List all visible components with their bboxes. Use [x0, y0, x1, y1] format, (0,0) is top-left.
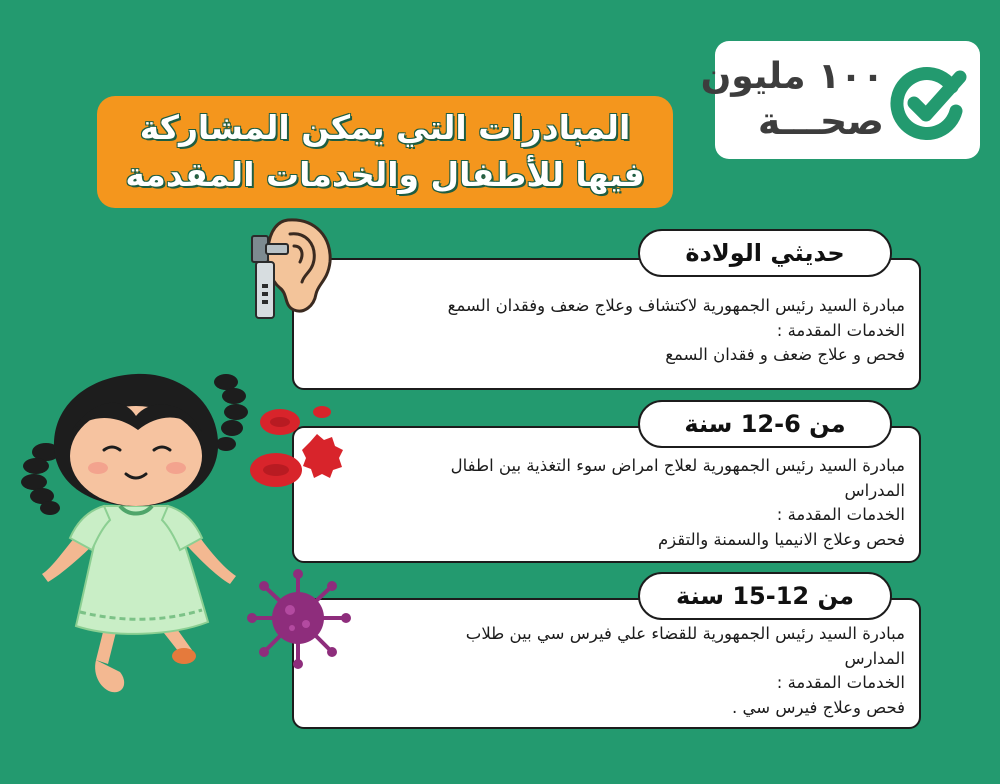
title-banner — [97, 96, 673, 208]
services-label: الخدمات المقدمة : — [776, 505, 905, 524]
card-body — [306, 454, 905, 552]
tab-newborns: حديثي الولادة — [638, 229, 892, 277]
services-text: فحص وعلاج الانيميا والسمنة والتقزم — [657, 529, 905, 549]
initiative-text: مبادرة السيد رئيس الجمهورية للقضاء علي فيرس سي بين طلاب — [465, 624, 905, 643]
logo-line-2: صحـــة — [757, 99, 884, 143]
initiative-text-cont: المدراس — [844, 480, 905, 500]
logo-line-1: ١٠٠ مليون — [700, 56, 884, 97]
page-title — [97, 104, 673, 198]
logo-text — [701, 55, 884, 143]
initiative-text-cont: المدارس — [844, 648, 905, 668]
title-line-2: فيها للأطفال والخدمات المقدمة — [125, 155, 645, 194]
blood-cells-icon — [248, 400, 348, 496]
initiative-text: مبادرة السيد رئيس الجمهورية لعلاج امراض سوء التغذية بين اطفال — [450, 456, 905, 475]
logo — [700, 41, 980, 159]
tab-age-6-12: من 6-12 سنة — [638, 400, 892, 448]
card-newborns — [292, 258, 921, 390]
girl-illustration — [12, 360, 260, 710]
services-text: فحص وعلاج فيرس سي . — [732, 697, 905, 717]
services-text: فحص و علاج ضعف و فقدان السمع — [665, 345, 905, 364]
check-circle-icon — [888, 63, 968, 143]
card-body — [306, 294, 905, 368]
virus-icon — [244, 566, 354, 670]
initiative-text: مبادرة السيد رئيس الجمهورية لاكتشاف وعلاج ضعف وفقدان السمع — [447, 296, 905, 315]
services-label: الخدمات المقدمة : — [776, 673, 905, 692]
services-label: الخدمات المقدمة : — [776, 320, 905, 340]
ear-otoscope-icon — [244, 214, 336, 322]
tab-age-12-15: من 12-15 سنة — [638, 572, 892, 620]
card-body — [306, 622, 905, 720]
title-line-1: المبادرات التي يمكن المشاركة — [139, 108, 631, 147]
